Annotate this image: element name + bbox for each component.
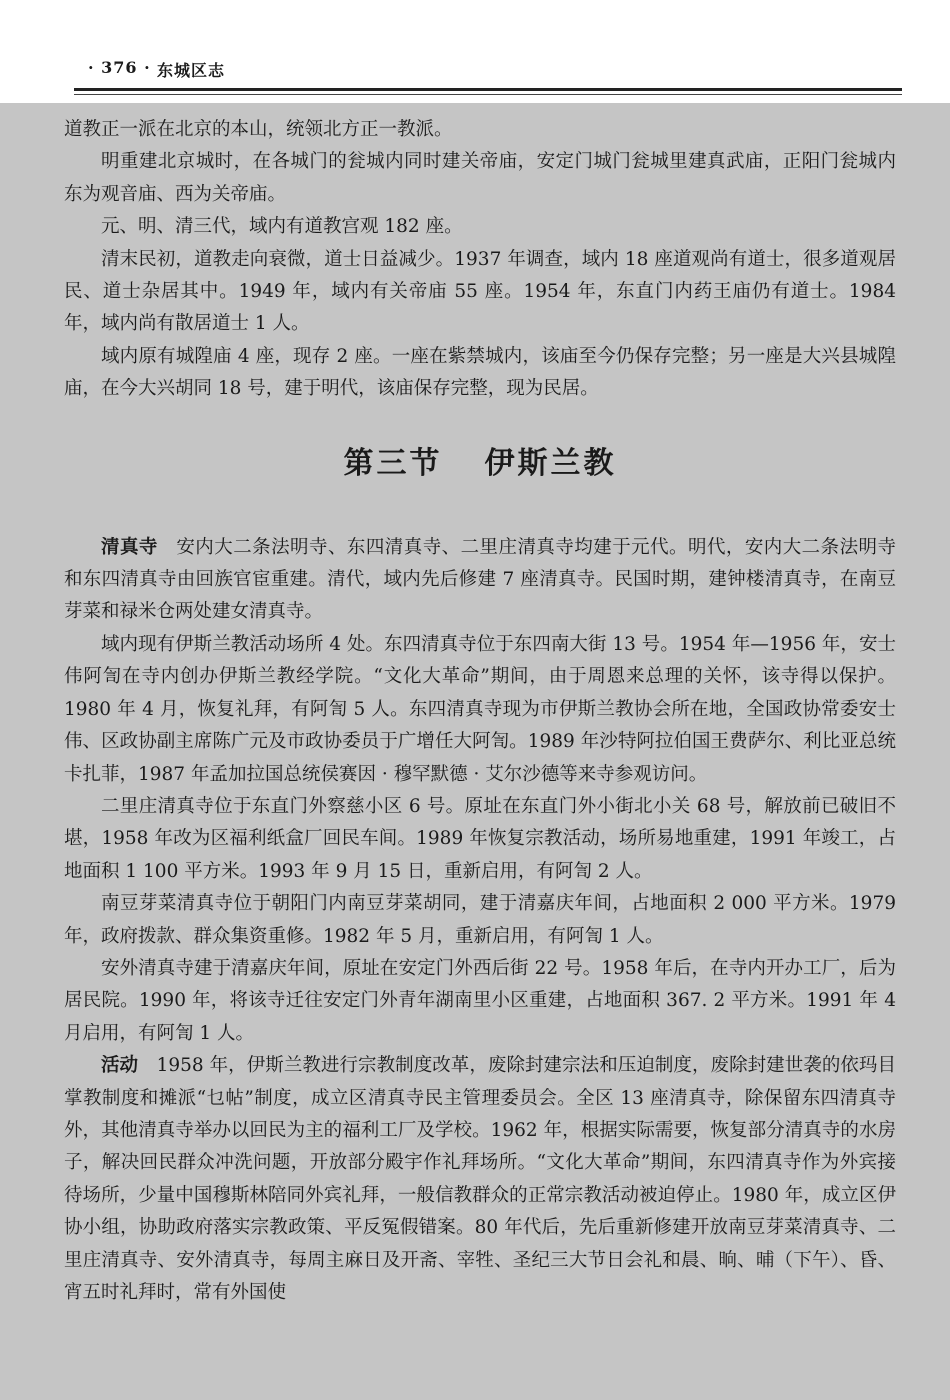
book-title: 东城区志 xyxy=(157,61,226,80)
page-header xyxy=(0,0,950,103)
paragraph: 安外清真寺建于清嘉庆年间，原址在安定门外西后街 22 号。1958 年后，在寺内开办工厂，后为居民院。1990 年，将该寺迁往安定门外青年湖南里小区重建，占地面积 367. 2 平方米。1991 年 4 月启用，有阿訇 1 人。 xyxy=(64,957,896,1044)
paragraph: 道教正一派在北京的本山，统领北方正一教派。 xyxy=(64,119,453,140)
paragraph-text: 安内大二条法明寺、东四清真寺、二里庄清真寺均建于元代。明代，安内大二条法明寺和东四清真寺由回族官宦重建。清代，域内先后修建 7 座清真寺。民国时期，建钟楼清真寺，在南豆芽菜和禄米仓两处建女清真寺。 xyxy=(64,536,896,623)
topic-lead-mosque: 清真寺 xyxy=(101,536,158,558)
page-number: · 376 · xyxy=(88,58,151,77)
paragraph: 南豆芽菜清真寺位于朝阳门内南豆芽菜胡同，建于清嘉庆年间，占地面积 2 000 平方米。1979 年，政府拨款、群众集资重修。1982 年 5 月，重新启用，有阿訇 1 人。 xyxy=(64,893,896,947)
paragraph xyxy=(64,1050,896,1309)
paragraph: 域内现有伊斯兰教活动场所 4 处。东四清真寺位于东四南大街 13 号。1954 年—1956 年，安士伟阿訇在寺内创办伊斯兰教经学院。“文化大革命”期间，由于周恩来总理的关怀，该寺得以保护。1980 年 4 月，恢复礼拜，有阿訇 5 人。东四清真寺现为市伊斯兰教协会所在地，全国政协常委安士伟、区政协副主席陈广元及市政协委员于广增任大阿訇。1989 年沙特阿拉伯国王费萨尔、利比亚总统卡扎菲，1987 年孟加拉国总统侯赛因 · 穆罕默德 · 艾尔沙德等来寺参观访问。 xyxy=(64,633,896,785)
header-rule-thin xyxy=(74,94,902,95)
paragraph: 清末民初，道教走向衰微，道士日益减少。1937 年调查，域内 18 座道观尚有道士，很多道观居民、道士杂居其中。1949 年，域内有关帝庙 55 座。1954 年，东直门内药王庙仍有道士。1984 年，域内尚有散居道士 1 人。 xyxy=(64,248,896,335)
topic-lead-activity: 活动 xyxy=(101,1055,139,1077)
paragraph: 域内原有城隍庙 4 座，现存 2 座。一座在紫禁城内，该庙至今仍保存完整；另一座是大兴县城隍庙，在今大兴胡同 18 号，建于明代，该庙保存完整，现为民居。 xyxy=(64,345,896,400)
section-title: 伊斯兰教 xyxy=(484,445,617,481)
header-rule-thick xyxy=(74,88,902,91)
paragraph: 二里庄清真寺位于东直门外察慈小区 6 号。原址在东直门外小街北小关 68 号，解放前已破旧不堪，1958 年改为区福利纸盒厂回民车间。1989 年恢复宗教活动，场所易地重建，1991 年竣工，占地面积 1 100 平方米。1993 年 9 月 15 日，重新启用，有阿訇 2 人。 xyxy=(64,795,896,882)
paragraph-text: 1958 年，伊斯兰教进行宗教制度改革，废除封建宗法和压迫制度，废除封建世袭的依玛目掌教制度和摊派“乜帖”制度，成立区清真寺民主管理委员会。全区 13 座清真寺，除保留东四清真寺外，其他清真寺举办以回民为主的福利工厂及学校。1962 年，根据实际需要，恢复部分清真寺的水房子，解决回民群众冲洗问题，开放部分殿宇作礼拜场所。“文化大革命”期间，东四清真寺作为外宾接待场所，少量中国穆斯林陪同外宾礼拜，一般信教群众的正常宗教活动被迫停止。1980 年，成立区伊协小组，协助政府落实宗教政策、平反冤假错案。80 年代后，先后重新修建开放南豆芽菜清真寺、二里庄清真寺、安外清真寺，每周主麻日及开斋、宰牲、圣纪三大节日会礼和晨、晌、晡（下午）、昏、宵五时礼拜时，常有外国使 xyxy=(64,1055,896,1303)
page-content xyxy=(64,114,896,1309)
section-heading xyxy=(64,444,896,484)
paragraph: 明重建北京城时，在各城门的瓮城内同时建关帝庙，安定门城门瓮城里建真武庙，正阳门瓮城内东为观音庙、西为关帝庙。 xyxy=(64,151,896,205)
section-number: 第三节 xyxy=(343,445,443,481)
paragraph xyxy=(64,532,896,629)
paragraph: 元、明、清三代，域内有道教宫观 182 座。 xyxy=(101,216,463,238)
